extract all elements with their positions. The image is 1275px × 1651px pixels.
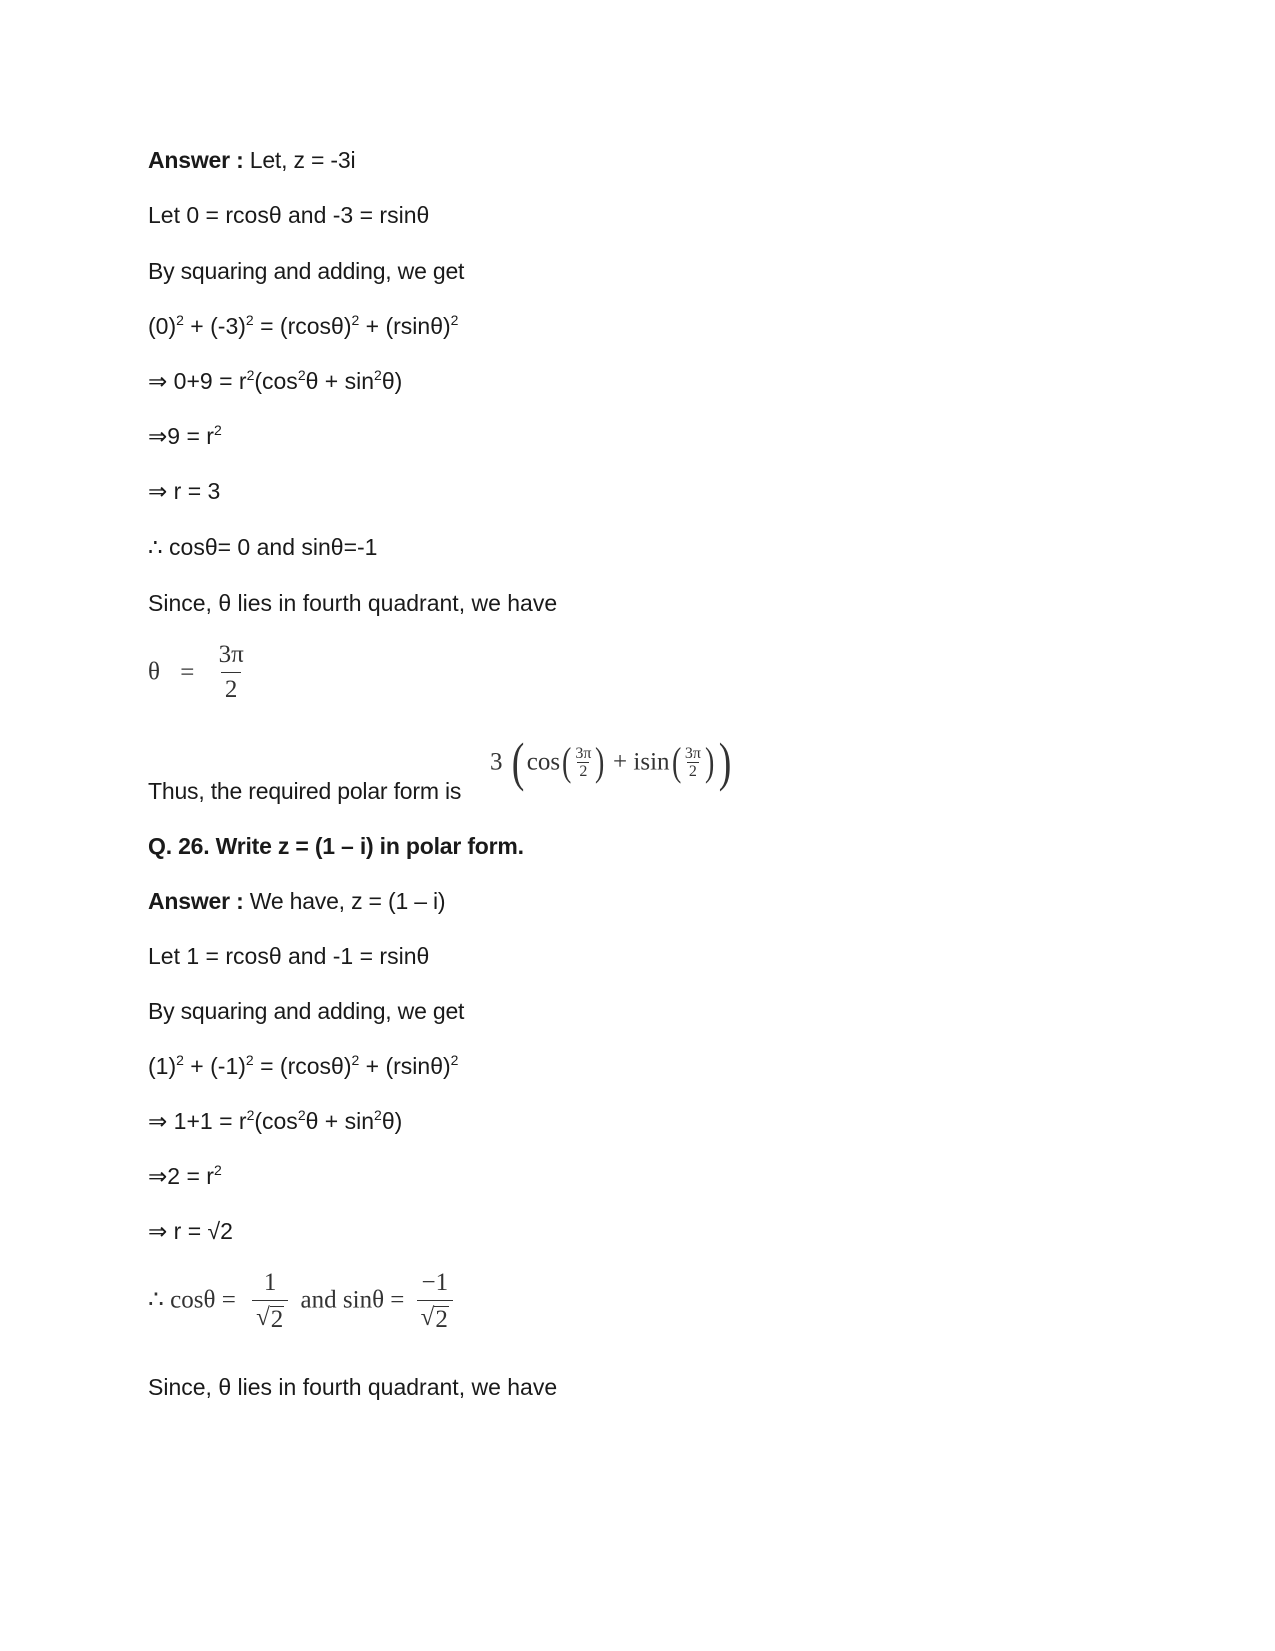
cos-label: cos bbox=[526, 748, 561, 776]
small-fraction bbox=[683, 745, 703, 780]
superscript: 2 bbox=[245, 312, 254, 328]
isin-label: + isin bbox=[613, 748, 670, 776]
expr-part: + (rsinθ) bbox=[359, 1053, 451, 1079]
polar-coefficient: 3 bbox=[490, 748, 503, 776]
superscript: 2 bbox=[246, 367, 255, 383]
step-line: Let 0 = rcosθ and -3 = rsinθ bbox=[148, 202, 430, 228]
cos-fraction bbox=[252, 1268, 288, 1333]
expr-part: θ + sin bbox=[305, 1108, 375, 1134]
equation-line bbox=[148, 421, 222, 451]
equation-line bbox=[148, 311, 458, 341]
equation-line bbox=[148, 1106, 402, 1136]
sin-fraction bbox=[417, 1268, 453, 1333]
expr-part: (cos bbox=[254, 1108, 298, 1134]
equation-line bbox=[148, 1051, 458, 1081]
superscript: 2 bbox=[374, 367, 382, 383]
theta-equation bbox=[148, 640, 254, 705]
superscript: 2 bbox=[213, 1162, 222, 1178]
expr-part: (cos bbox=[254, 368, 298, 394]
expr-part: ⇒ 0+9 = r bbox=[148, 368, 247, 394]
cos-sin-equation bbox=[148, 1268, 459, 1333]
expr-part: (1) bbox=[148, 1053, 177, 1079]
answer-line-q26 bbox=[148, 886, 445, 916]
close-paren: ) bbox=[704, 739, 715, 785]
expr-part: = (rcosθ) bbox=[253, 1053, 352, 1079]
small-fraction bbox=[573, 745, 593, 780]
fraction-denominator bbox=[252, 1300, 288, 1333]
expr-part: (0) bbox=[148, 313, 177, 339]
open-paren: ( bbox=[671, 739, 681, 785]
expr-part: + (-3) bbox=[183, 313, 246, 339]
superscript: 2 bbox=[297, 1107, 306, 1123]
superscript: 2 bbox=[245, 1052, 254, 1068]
fraction-numerator: −1 bbox=[421, 1269, 449, 1296]
fraction-denominator: 2 bbox=[688, 762, 697, 780]
superscript: 2 bbox=[176, 1052, 184, 1068]
open-paren: ( bbox=[562, 739, 572, 785]
answer-label: Answer : bbox=[148, 147, 244, 173]
fraction-numerator: 3π bbox=[218, 641, 244, 668]
expr-part: + (rsinθ) bbox=[359, 313, 451, 339]
expr-part: + (-1) bbox=[183, 1053, 246, 1079]
and-sin-label: and sinθ = bbox=[300, 1286, 405, 1314]
theta-fraction bbox=[215, 640, 248, 705]
radicand: 2 bbox=[270, 1306, 284, 1333]
fraction-denominator: 2 bbox=[579, 762, 588, 780]
expr-part: = (rcosθ) bbox=[253, 313, 352, 339]
step-line: ⇒ r = 3 bbox=[148, 478, 221, 504]
superscript: 2 bbox=[176, 312, 184, 328]
sqrt-icon: √ bbox=[420, 1304, 435, 1331]
question-heading: Q. 26. Write z = (1 – i) in polar form. bbox=[148, 833, 524, 859]
radicand: 2 bbox=[435, 1306, 448, 1333]
superscript: 2 bbox=[213, 422, 222, 438]
expr-part: ⇒2 = r bbox=[148, 1163, 214, 1189]
step-line: Since, θ lies in fourth quadrant, we have bbox=[148, 590, 558, 616]
expr-part: θ) bbox=[381, 368, 403, 394]
step-line: ⇒ r = √2 bbox=[148, 1218, 233, 1244]
answer-line-q25 bbox=[148, 145, 355, 175]
theta-symbol: θ bbox=[148, 658, 160, 686]
fraction-denominator bbox=[417, 1300, 453, 1333]
step-line: By squaring and adding, we get bbox=[148, 258, 465, 284]
step-line: Since, θ lies in fourth quadrant, we have bbox=[148, 1374, 558, 1400]
superscript: 2 bbox=[374, 1107, 382, 1123]
answer-label: Answer : bbox=[148, 888, 244, 914]
superscript: 2 bbox=[450, 1052, 459, 1068]
sqrt-expression bbox=[256, 1303, 284, 1333]
step-line: By squaring and adding, we get bbox=[148, 998, 465, 1024]
open-paren: ( bbox=[511, 732, 525, 793]
superscript: 2 bbox=[297, 367, 306, 383]
equation-line bbox=[148, 366, 402, 396]
sqrt-expression bbox=[421, 1303, 449, 1333]
step-line: ∴ cosθ= 0 and sinθ=-1 bbox=[148, 534, 378, 560]
expr-part: θ + sin bbox=[305, 368, 375, 394]
superscript: 2 bbox=[450, 312, 459, 328]
step-line: Let 1 = rcosθ and -1 = rsinθ bbox=[148, 943, 430, 969]
fraction-numerator: 3π bbox=[684, 744, 701, 762]
expr-part: ⇒9 = r bbox=[148, 423, 214, 449]
answer-text: We have, z = (1 – i) bbox=[243, 888, 446, 914]
equation-line bbox=[148, 1161, 222, 1191]
polar-form-expression bbox=[490, 732, 734, 793]
polar-form-text: Thus, the required polar form is bbox=[148, 778, 462, 804]
equals-sign: = bbox=[180, 658, 195, 686]
superscript: 2 bbox=[246, 1107, 255, 1123]
cos-lhs: ∴ cosθ = bbox=[148, 1286, 236, 1314]
expr-part: ⇒ 1+1 = r bbox=[148, 1108, 247, 1134]
fraction-denominator: 2 bbox=[221, 672, 242, 705]
close-paren: ) bbox=[718, 732, 732, 793]
superscript: 2 bbox=[351, 312, 360, 328]
expr-part: θ) bbox=[381, 1108, 403, 1134]
superscript: 2 bbox=[351, 1052, 360, 1068]
close-paren: ) bbox=[595, 739, 605, 785]
fraction-numerator: 3π bbox=[575, 744, 592, 762]
fraction-numerator: 1 bbox=[263, 1269, 277, 1296]
answer-text: Let, z = -3i bbox=[243, 147, 356, 173]
sqrt-icon: √ bbox=[256, 1304, 270, 1331]
